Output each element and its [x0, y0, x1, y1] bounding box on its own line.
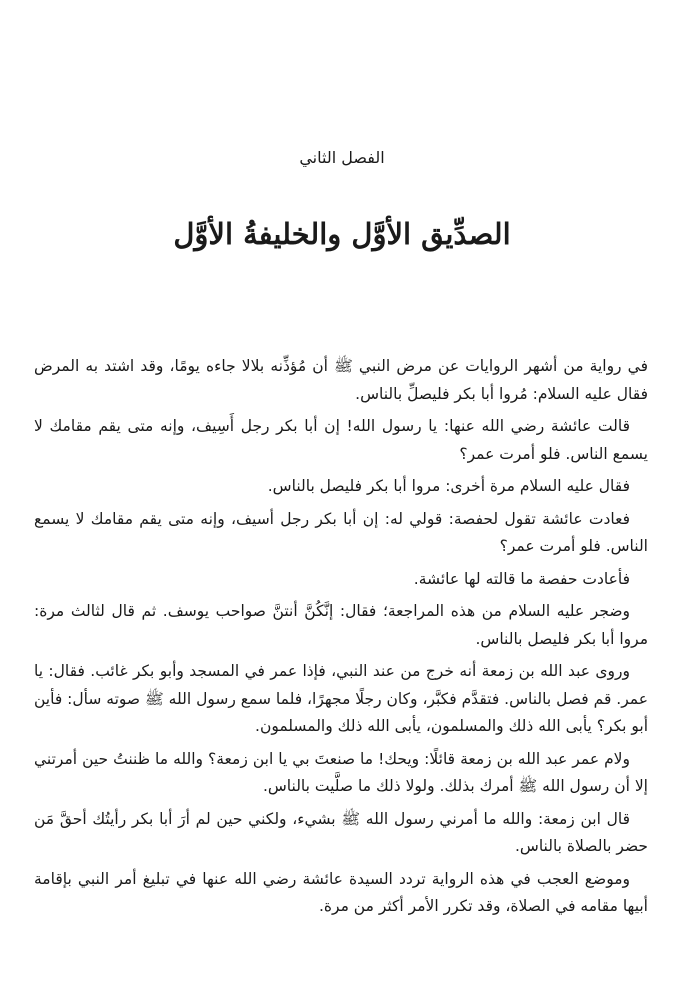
- paragraph: فأعادت حفصة ما قالته لها عائشة.: [413, 569, 630, 588]
- paragraph: قال ابن زمعة: والله ما أمرني رسول الله ﷺ بشيء، ولكني حين لم أرَ أبا بكر رأيتُك أحقَّ مَن حضر بالصلاة بالناس.: [34, 809, 648, 855]
- paragraph: وضجر عليه السلام من هذه المراجعة؛ فقال: إنَّكُنَّ أنتنَّ صواحب يوسف. ثم قال لثالث مرة: مروا أبا بكر فليصل بالناس.: [34, 602, 648, 648]
- paragraph: وموضع العجب في هذه الرواية تردد السيدة عائشة رضي الله عنها في تبليغ أمر النبي بإقامة أبيها مقامه في الصلاة، وقد تكرر الأمر أكثر من مرة.: [34, 869, 648, 915]
- paragraph: ولام عمر عبد الله بن زمعة قائلًا: ويحك! ما صنعتَ بي يا ابن زمعة؟ والله ما ظننتُ حين أمرتني إلا أن رسول الله ﷺ أمرك بذلك. ولولا ذلك ما صلَّيت بالناس.: [34, 749, 648, 795]
- chapter-label: الفصل الثاني: [299, 148, 385, 167]
- chapter-title: الصدِّيق الأوَّل والخليفةُ الأوَّل: [173, 217, 511, 251]
- paragraph: وروى عبد الله بن زمعة أنه خرج من عند النبي، فإذا عمر في المسجد وأبو بكر غائب. فقال: يا عمر. قم فصل بالناس. فتقدَّم فكبَّر، وكان رجلًا مجهرًا، فلما سمع رسول الله ﷺ صوته سأل: فأين أبو بكر؟ يأبى الله ذلك والمسلمون، يأبى الله ذلك والمسلمون.: [34, 662, 648, 735]
- paragraph: في رواية من أشهر الروايات عن مرض النبي ﷺ أن مُؤذِّنه بلالا جاءه يومًا، وقد اشتد به المرض فقال عليه السلام: مُروا أبا بكر فليصلِّ بالناس.: [34, 357, 648, 403]
- paragraph: فقال عليه السلام مرة أخرى: مروا أبا بكر فليصل بالناس.: [267, 477, 630, 495]
- paragraph: فعادت عائشة تقول لحفصة: قولي له: إن أبا بكر رجل أسيف، وإنه متى يقم مقامك لا يسمع الناس. فلو أمرت عمر؟: [34, 509, 648, 555]
- body-text: [34, 353, 648, 926]
- paragraph: قالت عائشة رضي الله عنها: يا رسول الله! إن أبا بكر رجل أَسِيف، وإنه متى يقم مقامك لا يسمع الناس. فلو أمرت عمر؟: [34, 417, 648, 463]
